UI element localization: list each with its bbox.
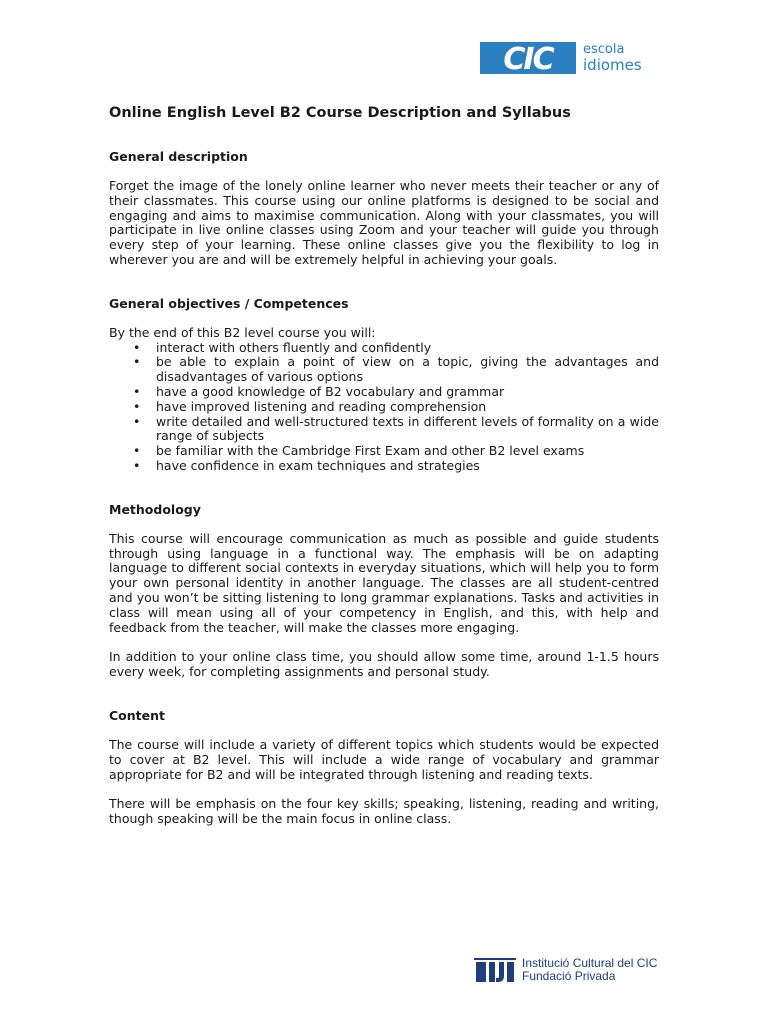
- logo-cic-text: CIC: [503, 42, 553, 74]
- list-item-text: have improved listening and reading comprehension: [156, 398, 487, 414]
- section-objectives: [109, 296, 659, 474]
- institucio-cultural-logo: [474, 956, 664, 986]
- list-item-text: interact with others fluently and confidently: [156, 339, 432, 355]
- list-item: [109, 400, 659, 415]
- section-content: [109, 708, 659, 827]
- bullet-icon: •: [133, 339, 141, 355]
- org-name-line2: Fundació Privada: [522, 969, 616, 983]
- section-heading: Content: [109, 707, 165, 723]
- section-heading: General description: [109, 149, 248, 164]
- section-methodology: [109, 502, 659, 680]
- bullet-icon: •: [133, 413, 141, 429]
- list-item-text: be familiar with the Cambridge First Exam and other B2 level exams: [156, 443, 585, 459]
- bullet-icon: •: [133, 398, 141, 414]
- page-title: Online English Level B2 Course Description and Syllabus: [109, 105, 571, 121]
- escola-idiomes-logo: [480, 42, 660, 76]
- logo-word-idiomes: idiomes: [583, 56, 642, 74]
- objectives-intro: By the end of this B2 level course you will:: [109, 324, 376, 340]
- bullet-icon: •: [133, 354, 141, 370]
- list-item-text: write detailed and well-structured texts in different levels of formality on a wide range of subjects: [156, 413, 659, 444]
- bullet-icon: •: [133, 443, 141, 459]
- bullet-icon: •: [133, 383, 141, 399]
- list-item: [109, 355, 659, 385]
- list-item-text: have confidence in exam techniques and strategies: [156, 457, 480, 473]
- logo-word-escola: escola: [583, 42, 625, 57]
- section-paragraph: In addition to your online class time, you should allow some time, around 1-1.5 hours every week, for completing assignments and personal study.: [109, 649, 659, 680]
- list-item: [109, 385, 659, 400]
- section-general-description: [109, 149, 659, 268]
- list-item: [109, 459, 659, 474]
- list-item-text: be able to explain a point of view on a topic, giving the advantages and disadvantages of various options: [156, 354, 659, 385]
- bullet-icon: •: [133, 457, 141, 473]
- objectives-list: [109, 341, 659, 474]
- list-item: [109, 415, 659, 445]
- org-name-line1: Institució Cultural del CIC: [522, 956, 658, 970]
- list-item-text: have a good knowledge of B2 vocabulary and grammar: [156, 383, 505, 399]
- section-paragraph: There will be emphasis on the four key skills; speaking, listening, reading and writing, though speaking will be the main focus in online class.: [109, 796, 659, 827]
- document-body: [109, 104, 659, 827]
- section-paragraph: This course will encourage communication as much as possible and guide students through using language in a functional way. The emphasis will be on adapting language to different social contexts in everyday situations, which will help you to form your own personal identity in another language. The classes are all student-centred and you won’t be sitting listening to long grammar explanations. Tasks and activities in class will mean using all of your competency in English, and this, with help and feedback from the teacher, will make the classes more engaging.: [109, 530, 659, 635]
- section-heading: Methodology: [109, 501, 201, 517]
- institucio-mark-icon: [474, 958, 516, 982]
- section-paragraph: The course will include a variety of different topics which students would be expected to cover at B2 level. This will include a wide range of vocabulary and grammar appropriate for B2 and will be integrated through listening and reading texts.: [109, 736, 659, 782]
- list-item: [109, 341, 659, 356]
- section-heading: General objectives / Competences: [109, 295, 349, 311]
- section-paragraph: Forget the image of the lonely online learner who never meets their teacher or any of their classmates. This course using our online platforms is designed to be social and engaging and aims to maximise communication. Along with your classmates, you will participate in live online classes using Zoom and your teacher will guide you through every step of your learning. These online classes give you the flexibility to log in wherever you are and will be extremely helpful in achieving your goals.: [109, 178, 659, 267]
- list-item: [109, 444, 659, 459]
- cic-logo-icon: [480, 42, 576, 74]
